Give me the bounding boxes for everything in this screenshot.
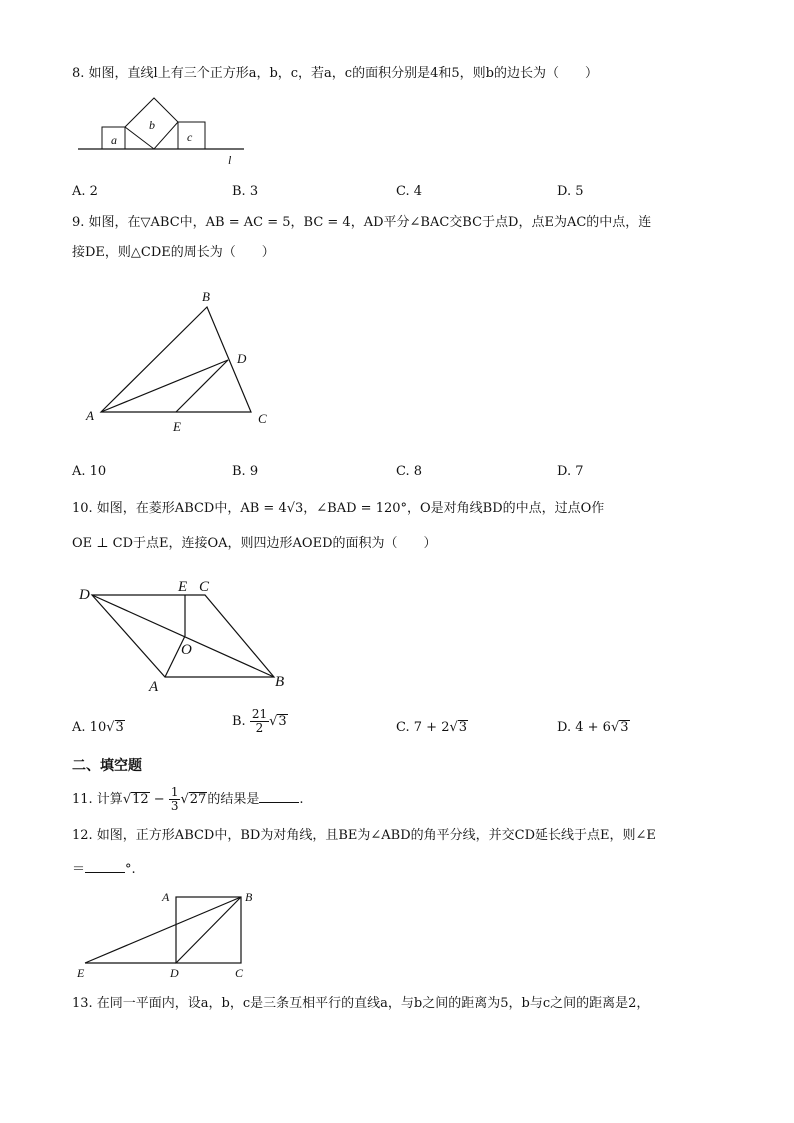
q9-label-C: C	[258, 411, 267, 426]
q8-option-d: D. 5	[557, 184, 584, 199]
q8-label-c: c	[187, 130, 193, 144]
q9-label-A: A	[86, 408, 94, 423]
q10-label-E: E	[178, 579, 188, 595]
q10-label-C: C	[199, 579, 210, 595]
q8-label-l: l	[228, 153, 232, 167]
q10-option-b: B. $\frac{21}{2}$ √3	[232, 707, 287, 735]
q12-label-C: C	[235, 966, 244, 980]
q12-label-D: D	[170, 966, 179, 980]
q10-option-a: A. 10√3	[72, 720, 124, 735]
q10-stem-line1: 10. 如图，在菱形ABCD中，AB = 4√3，∠BAD = 120°，O是对角线BD的中点，过点O作	[72, 501, 605, 516]
q10-option-d: D. 4 + 6√3	[557, 720, 629, 735]
q10-label-B: B	[275, 674, 285, 690]
q9-option-c: C. 8	[396, 464, 423, 479]
q10-label-D: D	[79, 587, 90, 603]
q8-option-a: A. 2	[72, 184, 98, 199]
q8-figure	[72, 92, 252, 172]
q12-answer-blank[interactable]	[85, 860, 125, 873]
q8-label-a: a	[111, 133, 117, 147]
q10-label-A: A	[149, 679, 159, 695]
q9-label-D: D	[237, 351, 247, 366]
q12-label-B: B	[245, 890, 253, 904]
q9-option-d: D. 7	[557, 464, 584, 479]
q10-label-O: O	[181, 642, 192, 658]
q13-stem: 13. 在同一平面内，设a，b，c是三条互相平行的直线a，与b之间的距离为5，b与c之间的距离是2，	[72, 996, 650, 1011]
q8-stem: 8. 如图，直线l上有三个正方形a，b，c，若a，c的面积分别是4和5，则b的边长为（ ）	[72, 66, 598, 81]
q11-answer-blank[interactable]	[259, 790, 299, 803]
q9-stem-line2: 接DE，则△CDE的周长为（ ）	[72, 245, 275, 260]
q9-stem-line1: 9. 如图，在▽ABC中，AB = AC = 5，BC = 4，AD平分∠BAC交BC于点D，点E为AC的中点，连	[72, 215, 652, 230]
q9-label-B: B	[202, 289, 210, 304]
q12-figure	[72, 886, 272, 986]
q9-option-a: A. 10	[72, 464, 107, 479]
q8-option-b: B. 3	[232, 184, 259, 199]
q8-label-b: b	[149, 118, 155, 132]
q9-option-b: B. 9	[232, 464, 259, 479]
q11-stem: 11. 计算√12 − $\frac{1}{3}$ √27的结果是 .	[72, 785, 304, 813]
section-title: 二、填空题	[72, 758, 142, 774]
q10-option-c: C. 7 + 2√3	[396, 720, 468, 735]
q9-label-E: E	[173, 419, 181, 434]
q12-label-E: E	[77, 966, 85, 980]
q9-figure	[80, 285, 280, 435]
q12-stem-line1: 12. 如图，正方形ABCD中，BD为对角线，且BE为∠ABD的角平分线，并交CD延长线于点E，则∠E	[72, 828, 656, 843]
q8-option-c: C. 4	[396, 184, 423, 199]
q10-figure	[75, 572, 305, 697]
q10-stem-line2: OE ⊥ CD于点E，连接OA，则四边形AOED的面积为（ ）	[72, 536, 437, 551]
q12-stem-line2: ＝ °.	[72, 862, 136, 877]
q12-label-A: A	[162, 890, 170, 904]
